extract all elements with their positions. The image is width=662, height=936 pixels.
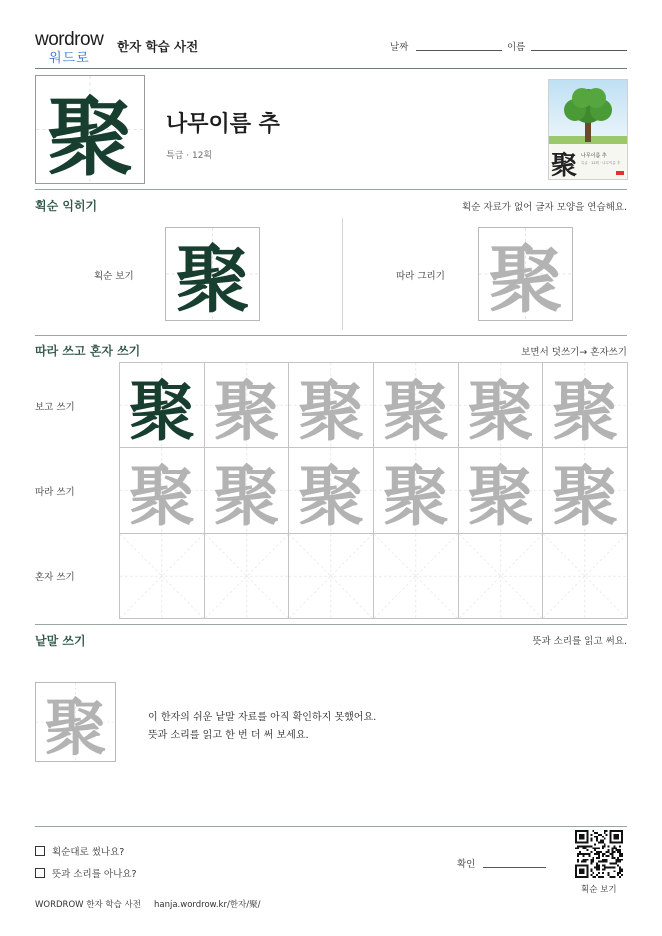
- thumb-badge: [616, 171, 624, 175]
- grade-strokes: 특급 · 12획: [166, 151, 213, 161]
- vocab-character: 聚: [44, 690, 107, 762]
- thumb-character: 聚: [551, 151, 578, 180]
- footer-brand: WORDROW 한자 학습 사전: [35, 900, 141, 910]
- checkbox[interactable]: [35, 868, 45, 878]
- practice-cell-trace[interactable]: [288, 447, 374, 533]
- practice-character: 聚: [128, 371, 195, 449]
- practice-cell-trace[interactable]: [373, 447, 459, 533]
- stroke-section-title: 획순 익히기: [35, 199, 98, 213]
- checklist-item-strokes[interactable]: [35, 844, 124, 858]
- practice-cell-trace[interactable]: [542, 447, 628, 533]
- practice-cell-alone[interactable]: [542, 533, 628, 619]
- thumb-caption: 나무이름 추: [581, 153, 607, 159]
- practice-character: 聚: [382, 457, 449, 534]
- checklist-label: 획순대로 썼나요?: [52, 847, 125, 858]
- practice-cell-alone[interactable]: [458, 533, 544, 619]
- practice-divider: [35, 624, 627, 625]
- vocab-line-1: 이 한자의 쉬운 낱말 자료를 아직 확인하지 못했어요.: [148, 712, 377, 723]
- practice-cell-look[interactable]: [373, 362, 459, 448]
- wordrow-logo: [35, 29, 105, 66]
- practice-grid: [119, 362, 627, 618]
- qr-code[interactable]: [575, 830, 623, 878]
- stroke-view-box[interactable]: [165, 227, 260, 321]
- row-label-look: 보고 쓰기: [35, 402, 75, 413]
- name-label: 이름: [507, 42, 526, 53]
- tree-thumbnail: [548, 79, 628, 180]
- practice-character: 聚: [213, 371, 280, 449]
- practice-section-title: 따라 쓰고 혼자 쓰기: [35, 344, 141, 358]
- vocab-line-2: 뜻과 소리를 읽고 한 번 더 써 보세요.: [148, 730, 309, 741]
- guide-lines: [120, 534, 204, 618]
- practice-cell-look[interactable]: [542, 362, 628, 448]
- practice-character: 聚: [552, 371, 619, 449]
- row-label-alone: 혼자 쓰기: [35, 572, 75, 583]
- confirm-label: 확인: [457, 859, 476, 870]
- practice-cell-trace[interactable]: [458, 447, 544, 533]
- name-field[interactable]: [531, 50, 627, 51]
- header-divider: [35, 68, 627, 69]
- logo-wordmark: wordrow: [35, 29, 104, 50]
- practice-cell-alone[interactable]: [373, 533, 459, 619]
- hero-divider: [35, 189, 627, 190]
- practice-cell-trace[interactable]: [119, 447, 205, 533]
- practice-character: 聚: [128, 457, 195, 534]
- practice-character: 聚: [298, 371, 365, 449]
- stroke-view-label: 획순 보기: [94, 271, 134, 282]
- vocab-section-title: 낱말 쓰기: [35, 634, 86, 648]
- confirm-field[interactable]: [483, 867, 546, 868]
- footer-url[interactable]: hanja.wordrow.kr/한자/聚/: [154, 900, 261, 910]
- trace-box[interactable]: [478, 227, 573, 321]
- stroke-section-note: 획순 자료가 없어 글자 모양을 연습해요.: [462, 202, 627, 213]
- guide-lines: [289, 534, 373, 618]
- stroke-column-divider: [342, 218, 343, 330]
- guide-lines: [543, 534, 627, 618]
- practice-character: 聚: [213, 457, 280, 534]
- practice-character: 聚: [552, 457, 619, 534]
- vocab-divider: [35, 826, 627, 827]
- meaning-sound: 나무이름 추: [166, 112, 280, 137]
- app-title: 한자 학습 사전: [117, 39, 199, 54]
- practice-cell-alone[interactable]: [119, 533, 205, 619]
- hero-character-box: [35, 75, 145, 184]
- practice-cell-trace[interactable]: [204, 447, 290, 533]
- guide-lines: [205, 534, 289, 618]
- practice-character: 聚: [467, 371, 534, 449]
- practice-cell-look[interactable]: [204, 362, 290, 448]
- thumb-subcaption: 특급 · 12획 · 나무이름 추: [581, 161, 621, 165]
- practice-cell-look[interactable]: [119, 362, 205, 448]
- stroke-view-character: 聚: [175, 237, 250, 321]
- trace-label: 따라 그리기: [396, 271, 445, 282]
- vocab-character-box[interactable]: [35, 682, 116, 762]
- checklist-label: 뜻과 소리를 아나요?: [52, 869, 137, 880]
- trace-character: 聚: [488, 237, 563, 321]
- date-field[interactable]: [416, 50, 502, 51]
- practice-cell-look[interactable]: [458, 362, 544, 448]
- hero-character: 聚: [47, 86, 133, 184]
- date-label: 날짜: [390, 42, 409, 53]
- qr-caption: 획순 보기: [581, 885, 617, 895]
- checkbox[interactable]: [35, 846, 45, 856]
- practice-cell-look[interactable]: [288, 362, 374, 448]
- practice-cell-alone[interactable]: [288, 533, 374, 619]
- stroke-divider: [35, 335, 627, 336]
- practice-character: 聚: [298, 457, 365, 534]
- practice-section-note: 보면서 덧쓰기→ 혼자쓰기: [521, 347, 627, 358]
- qr-code-image: [575, 830, 623, 878]
- practice-character: 聚: [467, 457, 534, 534]
- logo-hangul: 워드로: [49, 51, 90, 66]
- vocab-section-note: 뜻과 소리를 읽고 써요.: [532, 636, 627, 647]
- practice-character: 聚: [382, 371, 449, 449]
- row-label-trace: 따라 쓰기: [35, 487, 75, 498]
- guide-lines: [374, 534, 458, 618]
- checklist-item-meaning[interactable]: [35, 866, 137, 880]
- practice-cell-alone[interactable]: [204, 533, 290, 619]
- guide-lines: [459, 534, 543, 618]
